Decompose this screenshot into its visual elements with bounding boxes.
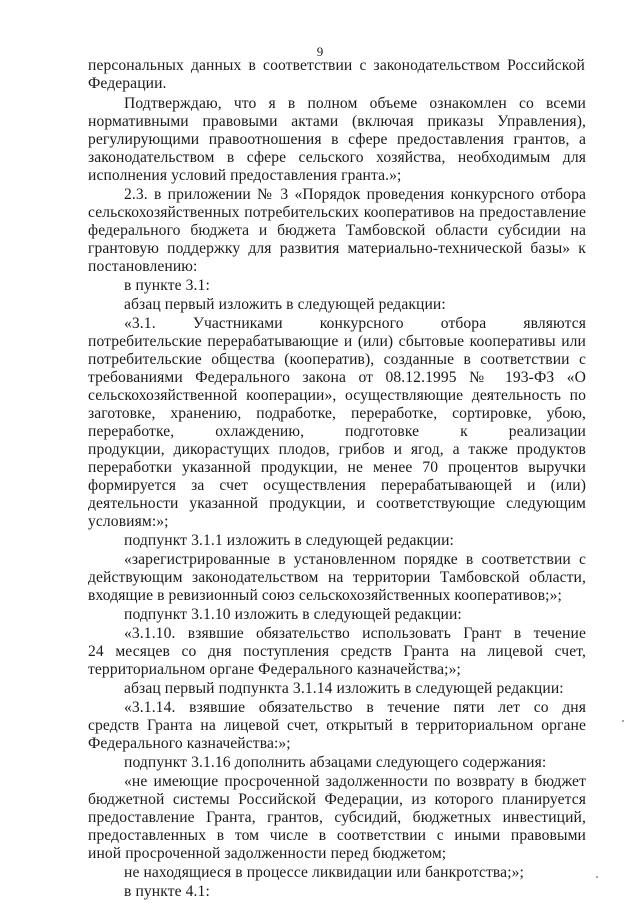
text-line: «зарегистрированные в установленном порядке в соответствии с xyxy=(124,551,586,568)
text-line: подпункт 3.1.1 изложить в следующей редакции: xyxy=(124,532,454,549)
text-line: 2.3. в приложении № 3 «Порядок проведения конкурсного отбора xyxy=(124,186,586,203)
text-line: персональных данных в соответствии с законодательством Российской xyxy=(88,57,585,74)
text-line: переработки указанной продукции, не менее 70 процентов выручки xyxy=(88,459,586,476)
text-line: сельскохозяйственных потребительских кооперативов на предоставление xyxy=(88,204,586,221)
text-line: условиям:»; xyxy=(88,513,169,530)
text-line: продукции, дикорастущих плодов, грибов и ягод, а также продуктов xyxy=(88,441,586,458)
text-line: абзац первый подпункта 3.1.14 изложить в следующей редакции: xyxy=(124,680,564,697)
text-line: предоставленных в том числе в соответствии с иными правовыми xyxy=(88,827,586,844)
text-line: подпункт 3.1.10 изложить в следующей редакции: xyxy=(124,606,462,623)
text-line: территориальном органе Федерального казначейства;»; xyxy=(88,661,461,678)
text-line: Федерации. xyxy=(88,75,167,92)
text-line: 24 месяцев со дня поступления средств Гранта на лицевой счет, xyxy=(88,643,586,660)
text-line: грантовую поддержку для развития материально-технической базы» к xyxy=(88,240,586,257)
text-line: потребительские общества (кооператив), созданные в соответствии с xyxy=(88,351,586,368)
text-line: бюджетной системы Российской Федерации, из которого планируется xyxy=(88,791,586,808)
text-line: Федерального казначейства:»; xyxy=(88,735,291,752)
text-line: сельскохозяйственной кооперации», осуществляющие деятельность по xyxy=(88,387,586,404)
text-line: «3.1.10. взявшие обязательство использовать Грант в течение xyxy=(124,625,586,642)
text-line: «3.1. Участниками конкурсного отбора являются xyxy=(124,315,586,332)
text-line: средств Гранта на лицевой счет, открытый в территориальном органе xyxy=(88,717,586,734)
scan-speck xyxy=(596,876,598,878)
text-line: постановлению: xyxy=(88,258,198,275)
text-line: формируется за счет осуществления перерабатывающей и (или) xyxy=(88,477,586,494)
page-number: 9 xyxy=(316,44,324,59)
text-line: нормативными правовыми актами (включая приказы Управления), xyxy=(88,113,586,130)
text-line: Подтверждаю, что я в полном объеме ознакомлен со всеми xyxy=(124,95,586,112)
text-line: предоставление Гранта, грантов, субсидий, бюджетных инвестиций, xyxy=(88,809,586,826)
text-line: не находящиеся в процессе ликвидации или банкротства;»; xyxy=(124,864,524,881)
text-line: «не имеющие просроченной задолженности по возврату в бюджет xyxy=(124,773,586,790)
text-line: «3.1.14. взявшие обязательство в течение пяти лет со дня xyxy=(124,699,586,716)
text-line: заготовке, хранению, подработке, переработке, сортировке, убою, xyxy=(88,405,586,422)
text-line: законодательством в сфере сельского хозяйства, необходимым для xyxy=(88,149,586,166)
text-line: потребительские перерабатывающие и (или) сбытовые кооперативы или xyxy=(88,333,586,350)
text-line: в пункте 3.1: xyxy=(124,277,210,294)
text-line: федерального бюджета и бюджета Тамбовской области субсидии на xyxy=(88,222,586,239)
text-line: исполнения условий предоставления гранта.»; xyxy=(88,167,402,184)
text-line: в пункте 4.1: xyxy=(124,883,210,900)
text-line: действующим законодательством на территории Тамбовской области, xyxy=(88,569,586,586)
text-line: регулирующими правоотношения в сфере предоставления грантов, а xyxy=(88,131,586,148)
text-line: деятельности указанной продукции, и соответствующие следующим xyxy=(88,495,586,512)
text-line: абзац первый изложить в следующей редакции: xyxy=(124,296,446,313)
text-line: требованиями Федерального закона от 08.12.1995 № 193-ФЗ «О xyxy=(88,369,586,386)
text-line: переработке, охлаждению, подготовке к реализации xyxy=(88,423,586,440)
text-line: подпункт 3.1.16 дополнить абзацами следующего содержания: xyxy=(124,754,547,771)
text-line: входящие в ревизионный союз сельскохозяйственных кооперативов;»; xyxy=(88,587,562,604)
text-line: иной просроченной задолженности перед бюджетом; xyxy=(88,845,447,862)
scan-speck xyxy=(622,720,624,722)
